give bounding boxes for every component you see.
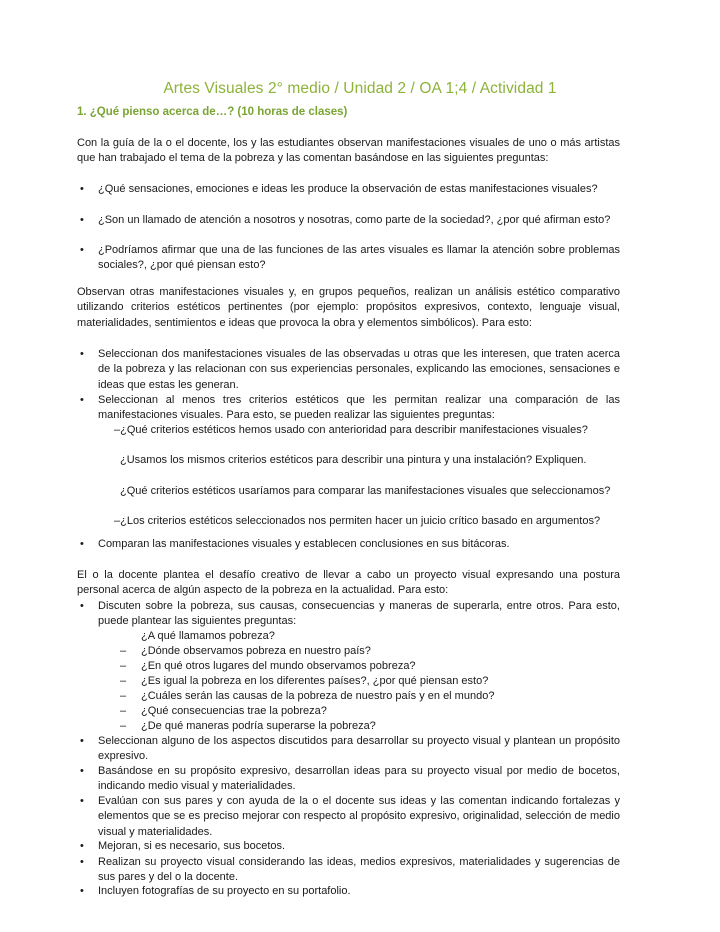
list-item: • Seleccionan dos manifestaciones visuales de las observadas u otras que les interesen, que traten acerca de la pobreza y las relacionan con sus experiencias personales, explicando las emociones, sensaciones e ideas que estas les generan.: [80, 348, 620, 391]
list-item: • Realizan su proyecto visual considerando las ideas, medios expresivos, materialidades y sugerencias de sus pares y del o la docente.: [80, 856, 620, 884]
bullet-icon: •: [80, 214, 84, 226]
bullet-icon: •: [80, 394, 84, 406]
bullet-icon: •: [80, 856, 84, 868]
sub-question: –¿Qué criterios estéticos hemos usado con anterioridad para describir manifestaciones visuales?: [114, 424, 588, 436]
bullet-icon: •: [80, 840, 84, 852]
list-item: • ¿Son un llamado de atención a nosotros y nosotras, como parte de la sociedad?, ¿por qué afirman esto?: [77, 213, 620, 228]
list-item: • Evalúan con sus pares y con ayuda de la o el docente sus ideas y las comentan indicando fortalezas y elementos que se es preciso mejorar con respecto al propósito expresivo, originalidad, selección de medio visual y materialidades.: [80, 795, 620, 838]
dash-question: ¿A qué llamamos pobreza?: [141, 630, 275, 642]
bullet-icon: •: [80, 244, 84, 256]
challenge-paragraph: El o la docente plantea el desafío creativo de llevar a cabo un proyecto visual expresando una postura personal acerca de algún aspecto de la pobreza en la actualidad. Para esto:: [77, 569, 620, 597]
section-heading: 1. ¿Qué pienso acerca de…? (10 horas de clases): [77, 106, 348, 118]
list-item: • Mejoran, si es necesario, sus bocetos.: [77, 839, 620, 854]
list-item: • ¿Podríamos afirmar que una de las funciones de las artes visuales es llamar la atención sobre problemas sociales?, ¿por qué piensan esto?: [80, 244, 620, 272]
dash-icon: –: [120, 705, 127, 717]
dash-icon: –: [120, 690, 127, 702]
list-item: • Comparan las manifestaciones visuales y establecen conclusiones en sus bitácoras.: [77, 537, 620, 552]
bullet-icon: •: [80, 600, 84, 612]
dash-question: – ¿De qué maneras podría superarse la pobreza?: [120, 719, 620, 734]
dash-icon: –: [120, 720, 127, 732]
bullet-icon: •: [80, 735, 84, 747]
bullet-icon: •: [80, 765, 84, 777]
dash-icon: –: [120, 660, 127, 672]
bullet-icon: •: [80, 538, 84, 550]
list-item: • Basándose en su propósito expresivo, desarrollan ideas para su proyecto visual por medio de bocetos, indicando medio visual y materialidades.: [80, 765, 620, 793]
list-item: • ¿Qué sensaciones, emociones e ideas les produce la observación de estas manifestaciones visuales?: [77, 182, 620, 197]
bullet-icon: •: [80, 885, 84, 897]
dash-question: – ¿Qué consecuencias trae la pobreza?: [120, 704, 620, 719]
bullet-icon: •: [80, 795, 84, 807]
dash-question: – ¿Dónde observamos pobreza en nuestro país?: [120, 644, 620, 659]
dash-question: – ¿Cuáles serán las causas de la pobreza de nuestro país y en el mundo?: [120, 689, 620, 704]
dash-question: – ¿En qué otros lugares del mundo observamos pobreza?: [120, 659, 620, 674]
sub-question: –¿Los criterios estéticos seleccionados nos permiten hacer un juicio crítico basado en argumentos?: [114, 515, 601, 527]
dash-icon: –: [120, 645, 127, 657]
list-item: • Seleccionan alguno de los aspectos discutidos para desarrollar su proyecto visual y plantean un propósito expresivo.: [80, 735, 620, 763]
bullet-icon: •: [80, 348, 84, 360]
analysis-paragraph: Observan otras manifestaciones visuales y, en grupos pequeños, realizan un análisis estético comparativo utilizando criterios estéticos pertinentes (por ejemplo: propósitos expresivos, contexto, lenguaje visual, materialidades, sentimientos e ideas que provoca la obra y elementos simbólicos). Para esto:: [77, 286, 620, 329]
list-item: • Incluyen fotografías de su proyecto en su portafolio.: [77, 884, 620, 899]
sub-question: ¿Qué criterios estéticos usaríamos para comparar las manifestaciones visuales que seleccionamos?: [120, 485, 611, 497]
dash-icon: –: [120, 675, 127, 687]
sub-question: ¿Usamos los mismos criterios estéticos para describir una pintura y una instalación? Expliquen.: [120, 454, 587, 466]
list-item: • Discuten sobre la pobreza, sus causas, consecuencias y maneras de superarla, entre otros. Para esto, puede plantear las siguientes preguntas:: [80, 600, 620, 628]
list-item: • Seleccionan al menos tres criterios estéticos que les permitan realizar una comparación de las manifestaciones visuales. Para esto, se pueden realizar las siguientes preguntas:: [80, 394, 620, 422]
page-title: Artes Visuales 2° medio / Unidad 2 / OA 1;4 / Actividad 1: [163, 80, 557, 97]
intro-paragraph: Con la guía de la o el docente, los y las estudiantes observan manifestaciones visuales de uno o más artistas que han trabajado el tema de la pobreza y las comentan basándose en las siguientes preguntas:: [77, 137, 620, 165]
bullet-icon: •: [80, 183, 84, 195]
dash-question: – ¿Es igual la pobreza en los diferentes países?, ¿por qué piensan esto?: [120, 674, 620, 689]
